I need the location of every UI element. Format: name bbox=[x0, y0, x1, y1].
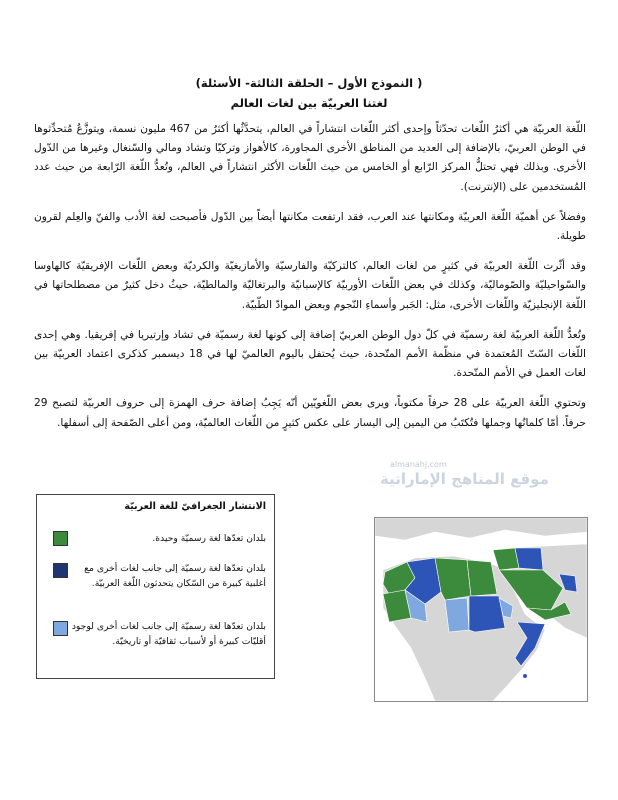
legend-title: الانتشار الجغرافيّ للغة العربيّة bbox=[124, 501, 266, 512]
paragraph: وقد أثّرت اللّغة العربيّة في كثيرٍ من لغات العالم، كالتركيّة والفارسيّة والأمازيغيّة والكرديّة وبعض اللّغات الإفريقيّة كالهاوسا والسّواحيليّة والصّوماليّة، وكذلك في بعض اللّغات الأوربيّة كالإسبانيّة والبرتغاليّة والمالطيّة، حيثُ دخل كثيرٌ من مصطلحاتها في اللّغة الإنجليزيّة واللّغات الأخرى، مثل: الجَبر وأسماءِ النّجوم وبعض الموادّ الطّبيّة. bbox=[34, 260, 586, 311]
map-graphic bbox=[375, 518, 587, 701]
paragraph: وتحتوي اللّغة العربيّة على 28 حرفاً مكتوباً، ويرى بعض اللّغويّين أنّه يَجِبُ إضافة حرف الهمزة إلى حروف العربيّة لتصبح 29 حرفاً. أمّا كلماتُها وجملها فتُكتَبُ من اليمين إلى اليسار على عكس كثيرٍ من اللّغات العالميّة، ومن أعلى الصّفحة إلى أسفلها. bbox=[34, 397, 586, 429]
legend-swatch-navy bbox=[53, 563, 68, 578]
arabic-spread-map bbox=[374, 517, 588, 702]
paragraph: وفضلاً عن أهميّة اللّغة العربيّة ومكانتها عند العرب، فقد ارتفعت مكانتها أيضاً بين الدّول فأصبحت لغة الأدب والفنّ والعِلم لقرون طويلة. bbox=[34, 210, 586, 243]
legend-swatch-lightblue bbox=[53, 621, 68, 636]
legend-label: بلدان تعدّها لغة رسميّة إلى جانب لغات أخرى لوجود أقليّات كبيرة أو لأسباب ثقافيّة أو تاريخيّة. bbox=[71, 621, 266, 647]
subject-title: لغتنا العربيّة بين لغات العالم bbox=[230, 96, 388, 110]
watermark-url: almanahj.com bbox=[390, 460, 447, 469]
article-body bbox=[34, 120, 586, 444]
document-header bbox=[40, 75, 578, 112]
legend-item-official-minority bbox=[45, 619, 266, 663]
paragraph: وتُعدُّ اللّغة العربيّة لغة رسميّة في كلّ دول الوطن العربيّ إضافة إلى كونها لغة رسميّة في تشاد وإرتيريا في إفريقيا. وهي إحدى اللّغات السّتّ المُعتمدة في منظّمة الأمم المتّحدة، حيث يُحتفل باليوم العالميّ لها في 18 ديسمبر كذكرى اعتماد العربيّة بين لغات العمل في الأمم المتّحدة. bbox=[34, 328, 586, 380]
map-legend bbox=[36, 494, 275, 679]
legend-label: بلدان تعدّها لغة رسميّة وحيدة. bbox=[152, 533, 266, 544]
paragraph: اللّغة العربيّة هي أكثرُ اللّغات تحدّثاً وإحدى أكثر اللّغات انتشاراً في العالم، يتحدَّثُها أكثرُ من 467 مليون نسمة، ويتوزَّعُ مُتحدِّثوها في الوطن العربيّ، بالإضافة إلى العديد من المناطق الأخرى المجاورة، كالأهواز وتركيّا وتشاد ومالي والسّنغال وغيرها من الدّول الأخرى. وبذلك فهي تحتلُّ المركز الرّابع أو الخامس من حيث اللّغات الأكثر انتشاراً في العالم، وتُعدُّ اللّغة الرّابعة من حيث عدد المُستخدمين على (الإنترنت). bbox=[34, 123, 587, 193]
legend-item-sole-official bbox=[45, 527, 266, 557]
legend-label: بلدان تعدّها لغة رسميّة إلى جانب لغات أخرى مع أغلبية كبيرة من السّكان يتحدثون اللّغة العربيّة. bbox=[84, 563, 266, 589]
watermark-logo: موقع المناهج الإماراتية bbox=[380, 470, 549, 488]
legend-swatch-green bbox=[53, 531, 68, 546]
model-title: ( النموذج الأول – الحلقة الثالثة- الأسئلة) bbox=[195, 76, 423, 90]
legend-item-official-majority bbox=[45, 561, 266, 605]
